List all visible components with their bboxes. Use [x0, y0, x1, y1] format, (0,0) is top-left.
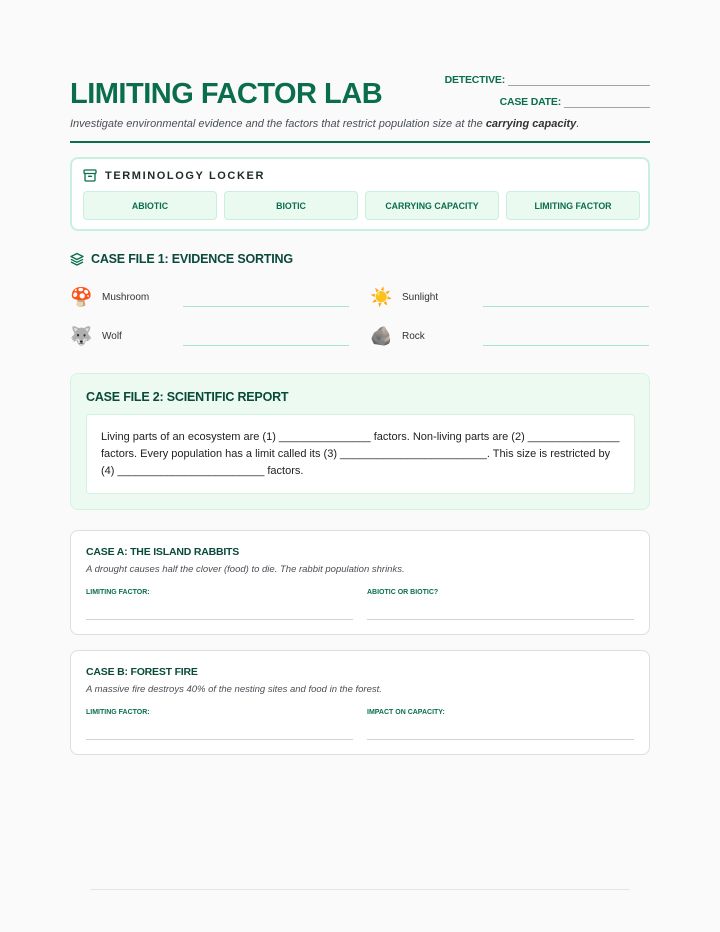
evidence-item-rock [370, 323, 650, 353]
header-divider [70, 141, 650, 143]
evidence-name: Mushroom [102, 292, 150, 303]
case-a-abiotic-biotic-label: ABIOTIC OR BIOTIC? [367, 589, 439, 596]
case-a-title: CASE A: THE ISLAND RABBITS [86, 546, 240, 558]
case-b-limiting-factor-label: LIMITING FACTOR: [86, 709, 150, 716]
case-b-card [70, 650, 650, 755]
evidence-answer-line[interactable] [183, 345, 349, 346]
detective-label: DETECTIVE: [444, 74, 505, 86]
evidence-answer-line[interactable] [483, 345, 649, 346]
evidence-name: Sunlight [402, 292, 439, 303]
term-chip-abiotic[interactable]: ABIOTIC [83, 191, 217, 220]
case-file-1-header [70, 252, 293, 266]
rock-icon: 🪨 [370, 326, 393, 346]
case-file-2 [70, 373, 650, 510]
case-file-2-title: CASE FILE 2: SCIENTIFIC REPORT [86, 390, 289, 404]
case-b-impact-line[interactable] [367, 739, 634, 740]
subtitle-emphasis: carrying capacity [485, 118, 577, 130]
evidence-answer-line[interactable] [183, 306, 349, 307]
archive-icon [83, 169, 97, 182]
case-b-impact-label: IMPACT ON CAPACITY: [367, 709, 445, 716]
case-b-title: CASE B: FOREST FIRE [86, 666, 198, 678]
evidence-item-sunlight [370, 284, 650, 314]
mushroom-icon: 🍄 [70, 287, 93, 307]
case-date-label: CASE DATE: [499, 96, 561, 108]
subtitle-end: . [576, 118, 580, 130]
scientific-report-text[interactable]: Living parts of an ecosystem are (1) _______________ factors. Non-living parts are (2) _______________ factors. Every population has a limit called its (3) ________________________. This size is restricted by (4) ________________________ factors. [86, 414, 635, 494]
evidence-item-wolf [70, 323, 350, 353]
term-chip-biotic[interactable]: BIOTIC [224, 191, 358, 220]
detective-field [445, 74, 650, 86]
term-chip-carrying-capacity[interactable]: CARRYING CAPACITY [365, 191, 499, 220]
subtitle-text: Investigate environmental evidence and the factors that restrict population size at the [70, 118, 486, 130]
locker-title: TERMINOLOGY LOCKER [105, 169, 265, 182]
page-title: LIMITING FACTOR LAB [70, 78, 383, 110]
case-date-field [500, 96, 650, 108]
term-chips [83, 191, 640, 220]
layers-icon [70, 252, 84, 266]
footer-divider [90, 889, 630, 890]
case-a-card [70, 530, 650, 635]
term-chip-limiting-factor[interactable]: LIMITING FACTOR [506, 191, 640, 220]
case-a-limiting-factor-label: LIMITING FACTOR: [86, 589, 150, 596]
detective-input-line[interactable] [508, 74, 650, 86]
case-b-limiting-factor-line[interactable] [86, 739, 353, 740]
case-file-1-title: CASE FILE 1: EVIDENCE SORTING [91, 252, 293, 266]
case-b-description: A massive fire destroys 40% of the nesting sites and food in the forest. [86, 684, 382, 695]
evidence-item-mushroom [70, 284, 350, 314]
locker-header [83, 169, 265, 182]
evidence-answer-line[interactable] [483, 306, 649, 307]
terminology-locker [70, 157, 650, 231]
wolf-icon: 🐺 [70, 326, 93, 346]
worksheet-header [70, 70, 650, 144]
case-a-limiting-factor-line[interactable] [86, 619, 353, 620]
evidence-name: Wolf [102, 331, 122, 342]
case-date-input-line[interactable] [564, 96, 650, 108]
evidence-name: Rock [402, 331, 425, 342]
page-subtitle [70, 118, 579, 130]
sun-icon: ☀️ [370, 287, 393, 307]
case-a-description: A drought causes half the clover (food) to die. The rabbit population shrinks. [86, 564, 405, 575]
case-a-abiotic-biotic-line[interactable] [367, 619, 634, 620]
